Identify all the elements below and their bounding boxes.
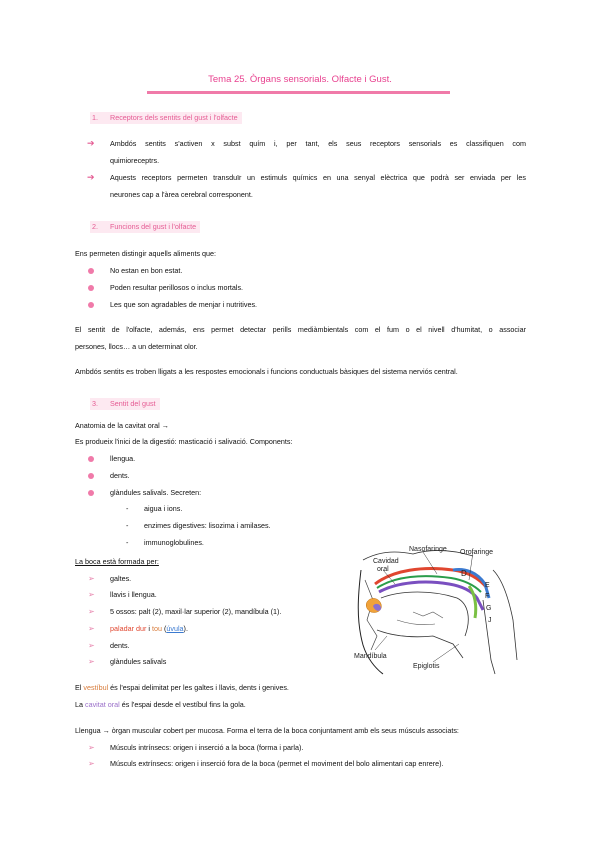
figure-label-g: G [486, 605, 492, 612]
paragraph-line: Aquests receptors permeten transduïr un estimuls químics en una senyal elèctrica que podrà ser enviada per les [110, 173, 526, 182]
section-heading-1 [90, 112, 242, 124]
paragraph-line: Llengua → òrgan muscular cobert per mucosa. Forma el terra de la boca conjuntament amb els seus músculs associats: [75, 726, 459, 735]
bullet-icon [88, 302, 94, 308]
list-item-text: dents. [110, 471, 130, 480]
list-item-text: dents. [110, 641, 130, 650]
paragraph-line: persones, llocs… a un determinat olor. [75, 342, 198, 351]
list-item-text [110, 624, 188, 634]
list-item-text: glàndules salivals [110, 657, 167, 666]
bullet-icon [88, 473, 94, 479]
triangle-icon: ➢ [88, 574, 95, 583]
triangle-icon: ➢ [88, 743, 95, 752]
figure-label-e: E [485, 582, 490, 589]
bullet-icon [88, 456, 94, 462]
paragraph-line: Es produeix l'inici de la digestió: masticació i salivació. Components: [75, 437, 293, 446]
text-fragment: i [146, 624, 152, 633]
triangle-icon: ➢ [88, 624, 95, 633]
list-item-text: Músculs intrínsecs: origen i inserció a la boca (forma i parla). [110, 743, 304, 752]
section-number: 3. [92, 399, 98, 408]
text-fragment: La [75, 700, 85, 709]
figure-label-oral: oral [377, 566, 389, 573]
paragraph-line: El sentit de l'olfacte, además, ens permet detectar perills mediàmbientals com el fum o el nivell d'humitat, o associar [75, 325, 526, 334]
triangle-icon: ➢ [88, 607, 95, 616]
dash-icon: - [126, 504, 129, 513]
list-item-text: No estan en bon estat. [110, 266, 183, 275]
triangle-icon: ➢ [88, 759, 95, 768]
title-underline [147, 91, 450, 94]
section-heading-3 [90, 398, 160, 410]
paragraph-line: Ens permeten distingir aquells aliments que: [75, 249, 217, 258]
figure-label-j: J [488, 617, 492, 624]
list-item-text: galtes. [110, 574, 132, 583]
list-item-text: llengua. [110, 454, 136, 463]
text-fragment: ). [183, 624, 188, 633]
text-fragment: El [75, 683, 84, 692]
section-label: Funcions del gust i l'olfacte [110, 222, 197, 231]
subheading: La boca està formada per: [75, 557, 159, 566]
figure-label-cavidad: Cavidad [373, 558, 399, 565]
list-item-text: glàndules salivals. Secreten: [110, 488, 202, 497]
highlight-text: úvula [166, 624, 184, 633]
paragraph-line [75, 700, 246, 710]
paragraph-line: Ambdós sentits s'activen x subst quím i, per tant, els seus receptors sensorials es classifiquen com [110, 139, 526, 148]
bullet-icon [88, 490, 94, 496]
section-label: Receptors dels sentits del gust i l'olfacte [110, 113, 238, 122]
sub-list-item-text: aigua i ions. [144, 504, 183, 513]
paragraph-line: Ambdós sentits es troben lligats a les respostes emocionals i funcions conductuals bàsiques del sistema nerviós central. [75, 367, 458, 376]
list-item-text: Les que son agradables de menjar i nutritives. [110, 300, 258, 309]
highlight-text: tou [151, 624, 162, 633]
paragraph-line: neurones cap a l'àrea cerebral corresponent. [110, 190, 253, 199]
figure-label-epiglotis: Epiglotis [413, 663, 440, 670]
dash-icon: - [126, 521, 129, 530]
text-fragment: és l'espai desde el vestíbul fins la gola. [119, 700, 246, 709]
highlight-text: paladar dur [110, 624, 147, 633]
oral-cavity-figure [353, 540, 527, 678]
section-number: 1. [92, 113, 98, 122]
triangle-icon: ➢ [88, 641, 95, 650]
bullet-icon [88, 268, 94, 274]
triangle-icon: ➢ [88, 657, 95, 666]
list-item-text: Músculs extrínsecs: origen i inserció fora de la boca (permet el moviment del bolo alimentari cap enrere). [110, 759, 444, 768]
section-number: 2. [92, 222, 98, 231]
paragraph-line: Anatomia de la cavitat oral → [75, 421, 169, 430]
bullet-icon [88, 285, 94, 291]
figure-label-nasofaringe: Nasofaringe [409, 546, 447, 553]
highlight-text: vestíbul [83, 683, 109, 692]
list-item-text: 5 ossos: palt (2), maxil·lar superior (2), mandíbula (1). [110, 607, 282, 616]
list-item-text: llavis i llengua. [110, 590, 157, 599]
paragraph-line [75, 683, 289, 693]
list-item-text: Poden resultar perillosos o inclus mortals. [110, 283, 244, 292]
sub-list-item-text: immunoglobulines. [144, 538, 204, 547]
text-fragment: ( [161, 624, 167, 633]
section-heading-2 [90, 221, 200, 233]
page-title: Tema 25. Òrgans sensorials. Olfacte i Gust. [208, 74, 392, 85]
figure-label-d: D [461, 569, 467, 578]
figure-label-mandibula: Mandíbula [354, 653, 387, 660]
triangle-icon: ➢ [88, 590, 95, 599]
figure-label-orofaringe: Orofaringe [460, 549, 494, 556]
highlight-text: cavitat oral [85, 700, 120, 709]
dash-icon: - [126, 538, 129, 547]
figure-label-f: F [485, 593, 490, 600]
sub-list-item-text: enzimes digestives: lisozima i amilases. [144, 521, 271, 530]
paragraph-line: quimioreceptrs. [110, 156, 160, 165]
arrow-icon: ➔ [87, 138, 95, 148]
arrow-icon: ➔ [87, 172, 95, 182]
section-label: Sentit del gust [110, 399, 156, 408]
text-fragment: és l'espai delimitat per les galtes i llavis, dents i genives. [108, 683, 289, 692]
